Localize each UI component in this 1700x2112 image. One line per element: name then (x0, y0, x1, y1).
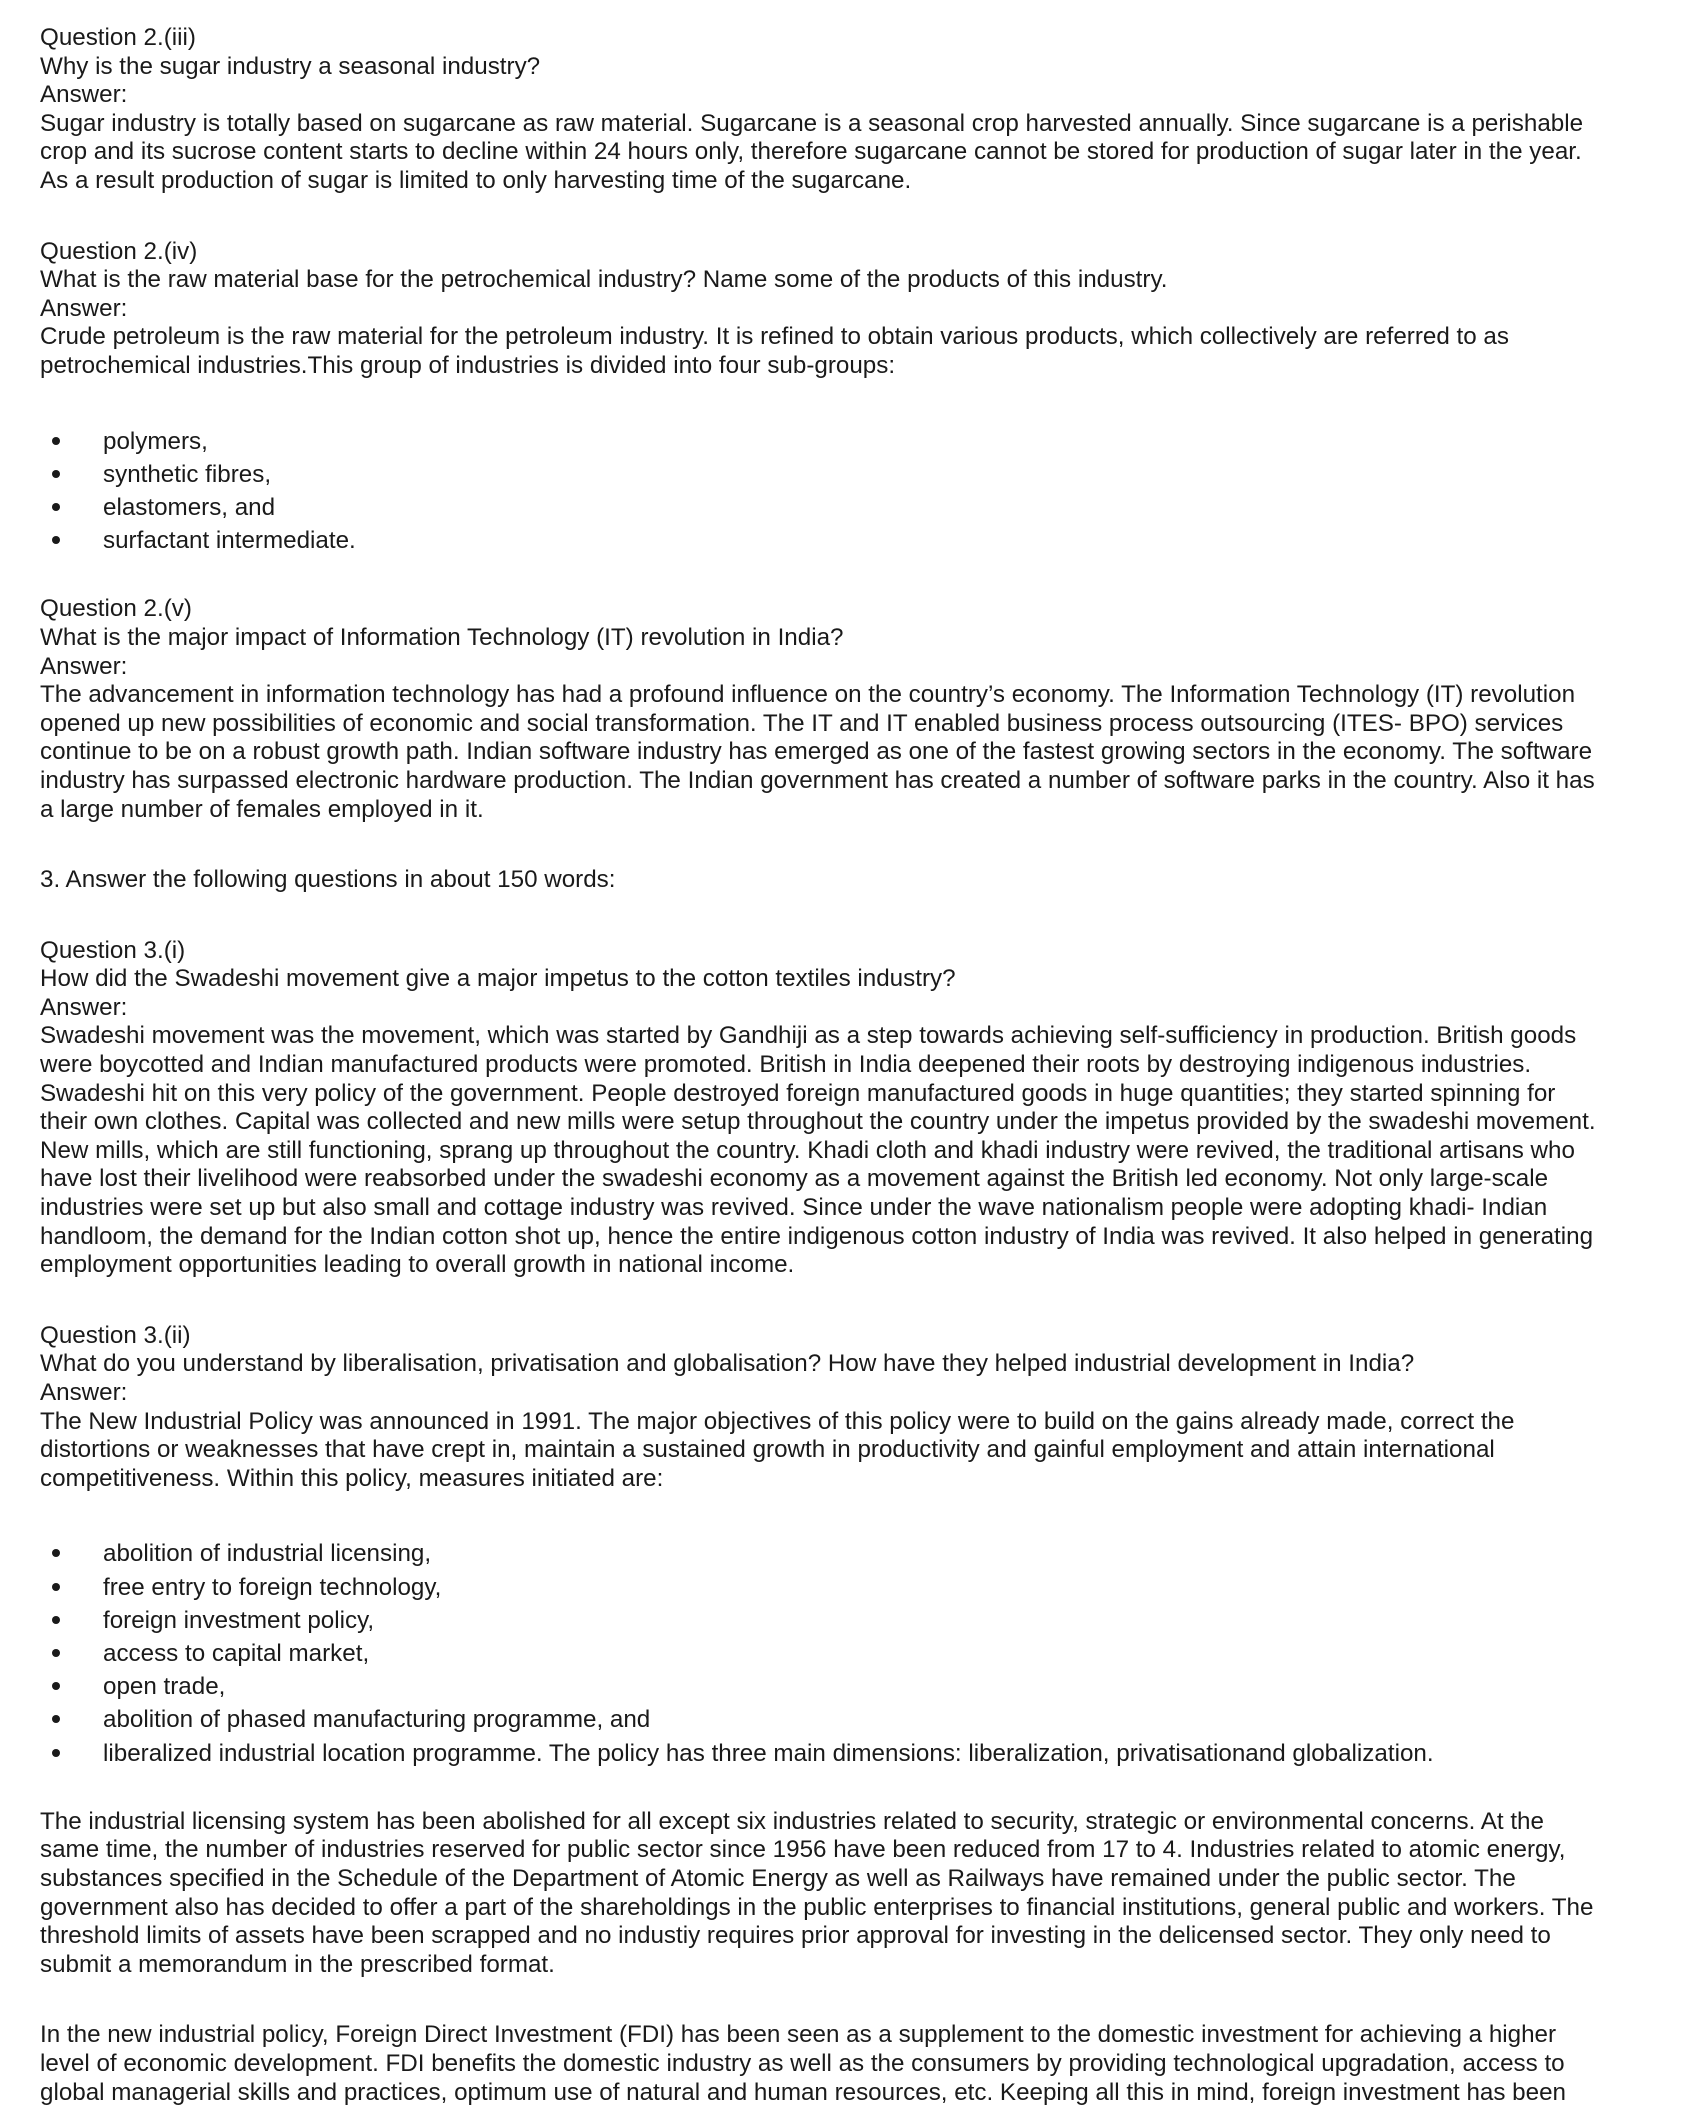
paragraph-line: The industrial licensing system has been abolished for all except six industries related to security, strategic or environmental concerns. At the (40, 1807, 1544, 1835)
question-heading: Question 3.(i) (40, 936, 186, 964)
paragraph-line: submit a memorandum in the prescribed format. (40, 1950, 555, 1978)
answer-line: were boycotted and Indian manufactured products were promoted. British in India deepened their roots by destroying indigenous industries. (40, 1051, 1532, 1079)
bullet-icon (52, 1715, 60, 1723)
list-item-text: abolition of phased manufacturing programme, and (103, 1706, 651, 1734)
answer-line: industries were set up but also small and cottage industry was revived. Since under the wave nationalism people were adopting khadi- Indian (40, 1194, 1548, 1222)
answer-line: have lost their livelihood were reabsorbed under the swadeshi economy as a movement against the British led economy. Not only large-scale (40, 1165, 1549, 1193)
answer-line: continue to be on a robust growth path. Indian software industry has emerged as one of the fastest growing sectors in the economy. The software (40, 738, 1593, 766)
question-text: Why is the sugar industry a seasonal industry? (40, 52, 541, 80)
paragraph (40, 1808, 1670, 1980)
list-item (40, 1670, 1670, 1703)
question-heading: Question 2.(iv) (40, 237, 198, 265)
bullet-icon (52, 1682, 60, 1690)
section-heading: 3. Answer the following questions in about 150 words: (40, 866, 616, 894)
answer-line: industry has surpassed electronic hardware production. The Indian government has created a number of software parks in the country. Also it has (40, 766, 1595, 794)
answer-line: a large number of females employed in it. (40, 795, 484, 823)
paragraph-line: government also has decided to offer a part of the shareholdings in the public enterprises to financial institutions, general public and workers. The (40, 1893, 1594, 1921)
bullet-icon (52, 470, 60, 478)
answer-label: Answer: (40, 81, 128, 109)
list-item (40, 1637, 1670, 1670)
answer-line: competitiveness. Within this policy, measures initiated are: (40, 1464, 664, 1492)
list-item-text: open trade, (103, 1673, 226, 1701)
paragraph (40, 2021, 1670, 2107)
question-text: How did the Swadeshi movement give a major impetus to the cotton textiles industry? (40, 965, 956, 993)
question-3-ii (40, 1322, 1670, 2107)
answer-line: handloom, the demand for the Indian cotton shot up, hence the entire indigenous cotton industry of India was revived. It also helped in generating (40, 1222, 1594, 1250)
list-item (40, 524, 1670, 557)
answer-line: their own clothes. Capital was collected and new mills were setup throughout the country under the impetus provided by the swadeshi movement. (40, 1108, 1596, 1136)
question-2-iv (40, 238, 1670, 558)
bullet-icon (52, 1549, 60, 1557)
question-2-iii (40, 24, 1670, 196)
answer-line: As a result production of sugar is limited to only harvesting time of the sugarcane. (40, 166, 912, 194)
list-item-text: polymers, (103, 427, 208, 455)
list-item (40, 1737, 1670, 1770)
paragraph-line: threshold limits of assets have been scrapped and no industiy requires prior approval for investing in the delicensed sector. They only need to (40, 1922, 1551, 1950)
question-heading: Question 2.(iii) (40, 24, 196, 51)
answer-label: Answer: (40, 1379, 128, 1406)
paragraph-line: same time, the number of industries reserved for public sector since 1956 have been reduced from 17 to 4. Industries related to atomic energy, (40, 1836, 1566, 1864)
answer-line: crop and its sucrose content starts to decline within 24 hours only, therefore sugarcane cannot be stored for production of sugar later in the year. (40, 138, 1582, 166)
answer-line: distortions or weaknesses that have crept in, maintain a sustained growth in productivity and gainful employment and attain international (40, 1436, 1495, 1464)
paragraph-line: In the new industrial policy, Foreign Direct Investment (FDI) has been seen as a supplement to the domestic investment for achieving a higher (40, 2021, 1557, 2049)
answer-line: Swadeshi movement was the movement, which was started by Gandhiji as a step towards achieving self-sufficiency in production. British goods (40, 1022, 1577, 1050)
question-3-i (40, 937, 1670, 1280)
question-2-v (40, 595, 1670, 824)
answer-line: opened up new possibilities of economic and social transformation. The IT and IT enabled business process outsourcing (ITES- BPO) services (40, 709, 1564, 737)
list-item (40, 491, 1670, 524)
list-item-text: liberalized industrial location programme. The policy has three main dimensions: liberalization, privatisationand globalization. (103, 1739, 1434, 1767)
answer-line: Crude petroleum is the raw material for the petroleum industry. It is refined to obtain various products, which collectively are referred to as (40, 323, 1509, 351)
answer-label: Answer: (40, 993, 128, 1021)
list-item (40, 1604, 1670, 1637)
document-page (40, 24, 1670, 2107)
list-item (40, 1571, 1670, 1604)
list-item-text: elastomers, and (103, 493, 276, 521)
answer-line: Sugar industry is totally based on sugarcane as raw material. Sugarcane is a seasonal crop harvested annually. Since sugarcane is a perishable (40, 109, 1584, 137)
bullet-icon (52, 1749, 60, 1757)
question-text: What is the major impact of Information Technology (IT) revolution in India? (40, 623, 844, 651)
list-item-text: access to capital market, (103, 1639, 370, 1667)
answer-label: Answer: (40, 652, 128, 680)
question-heading: Question 2.(v) (40, 595, 192, 623)
answer-line: The New Industrial Policy was announced in 1991. The major objectives of this policy were to build on the gains already made, correct the (40, 1407, 1515, 1435)
list-item-text: free entry to foreign technology, (103, 1573, 442, 1601)
answer-line: The advancement in information technology has had a profound influence on the country’s economy. The Information Technology (IT) revolution (40, 681, 1576, 709)
list-item-text: foreign investment policy, (103, 1606, 375, 1634)
bullet-list (40, 425, 1670, 558)
paragraph-line: level of economic development. FDI benefits the domestic industry as well as the consumers by providing technological upgradation, access to (40, 2049, 1565, 2077)
bullet-icon (52, 503, 60, 511)
bullet-icon (52, 1616, 60, 1624)
list-item-text: surfactant intermediate. (103, 527, 356, 555)
list-item (40, 425, 1670, 458)
answer-line: Swadeshi hit on this very policy of the government. People destroyed foreign manufactured goods in huge quantities; they started spinning for (40, 1079, 1556, 1107)
answer-label: Answer: (40, 294, 128, 322)
bullet-icon (52, 437, 60, 445)
list-item (40, 1703, 1670, 1736)
question-text: What is the raw material base for the petrochemical industry? Name some of the products of this industry. (40, 266, 1168, 294)
list-item-text: abolition of industrial licensing, (103, 1540, 432, 1568)
answer-line: petrochemical industries.This group of industries is divided into four sub-groups: (40, 351, 896, 379)
paragraph-line: substances specified in the Schedule of the Department of Atomic Energy as well as Railways have remained under the public sector. The (40, 1864, 1516, 1892)
bullet-icon (52, 1583, 60, 1591)
answer-line: New mills, which are still functioning, sprang up throughout the country. Khadi cloth and khadi industry were revived, the traditional artisans who (40, 1136, 1575, 1164)
bullet-list (40, 1537, 1670, 1769)
list-item (40, 458, 1670, 491)
list-item (40, 1537, 1670, 1570)
bullet-icon (52, 1649, 60, 1657)
answer-line: employment opportunities leading to overall growth in national income. (40, 1251, 795, 1279)
question-heading: Question 3.(ii) (40, 1321, 191, 1349)
bullet-icon (52, 536, 60, 544)
paragraph-line: global managerial skills and practices, optimum use of natural and human resources, etc. Keeping all this in mind, foreign investment has been (40, 2078, 1566, 2106)
list-item-text: synthetic fibres, (103, 460, 272, 488)
question-text: What do you understand by liberalisation, privatisation and globalisation? How have they helped industrial development in India? (40, 1350, 1415, 1378)
